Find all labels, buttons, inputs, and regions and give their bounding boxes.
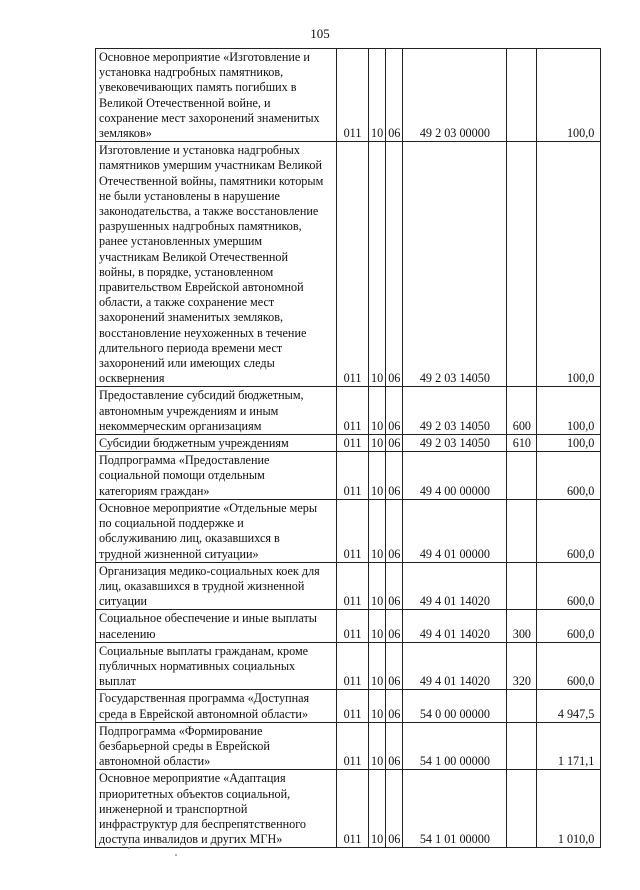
table-row (96, 722, 601, 770)
row-name-text: Организация медико-социальных коек для лиц, оказавшихся в трудной жизненной ситуации (99, 563, 320, 609)
section-code-cell: 10 (369, 690, 386, 722)
section-code-cell: 10 (369, 499, 386, 562)
target-article-cell: 54 1 01 00000 (403, 770, 507, 848)
subsection-code-cell: 06 (386, 435, 403, 452)
ministry-code-cell: 011 (337, 770, 369, 848)
row-name-text: Основное мероприятие «Адаптация приоритетных объектов социальной, инженерной и транспортной инфраструктур для беспрепятственного доступа инвалидов и других МГН» (99, 771, 306, 847)
subsection-code-cell: 06 (386, 690, 403, 722)
ministry-code-cell: 011 (337, 435, 369, 452)
row-name-text: Изготовление и установка надгробных памятников умершим участникам Великой Отечественной войны, памятники которым не были установлены в нарушение законодательства, а также восстановление разрушенных надгробных памятников, ранее установленных умершим участникам Великой Отечественной войны, в порядке, установленном правительством Еврейской автономной области, а также сохранение мест захоронений знаменитых земляков, восстановление неухоженных в течение длительного периода времени мест захоронений или имеющих следы осквернения (99, 143, 324, 386)
row-name-text: Социальные выплаты гражданам, кроме публичных нормативных социальных выплат (99, 643, 309, 689)
subsection-code-cell: 06 (386, 452, 403, 500)
target-article-cell: 54 1 00 00000 (403, 722, 507, 770)
amount-cell: 1 171,1 (537, 722, 601, 770)
budget-table (95, 48, 601, 848)
target-article-cell: 49 4 01 14020 (403, 642, 507, 690)
table-row (96, 142, 601, 387)
row-name-text: Основное мероприятие «Отдельные меры по социальной поддержке и обслуживанию лиц, оказавшихся в трудной жизненной ситуации» (99, 500, 318, 561)
amount-cell: 100,0 (537, 49, 601, 142)
page-number: 105 (310, 26, 330, 41)
row-name-cell (96, 435, 337, 452)
amount-cell: 600,0 (537, 610, 601, 642)
scan-speck (128, 847, 130, 849)
expense-type-cell (507, 452, 537, 500)
expense-type-cell: 320 (507, 642, 537, 690)
ministry-code-cell: 011 (337, 452, 369, 500)
subsection-code-cell: 06 (386, 499, 403, 562)
target-article-cell: 54 0 00 00000 (403, 690, 507, 722)
expense-type-cell (507, 49, 537, 142)
ministry-code-cell: 011 (337, 499, 369, 562)
row-name-text: Государственная программа «Доступная среда в Еврейской автономной области» (99, 691, 310, 721)
table-row (96, 435, 601, 452)
subsection-code-cell: 06 (386, 610, 403, 642)
ministry-code-cell: 011 (337, 387, 369, 435)
amount-cell: 4 947,5 (537, 690, 601, 722)
expense-type-cell (507, 499, 537, 562)
table-row (96, 562, 601, 610)
ministry-code-cell: 011 (337, 49, 369, 142)
row-name-text: Субсидии бюджетным учреждениям (99, 436, 289, 451)
row-name-cell (96, 642, 337, 690)
row-name-cell (96, 387, 337, 435)
row-name-text: Социальное обеспечение и иные выплаты населению (99, 611, 317, 641)
ministry-code-cell: 011 (337, 610, 369, 642)
expense-type-cell: 610 (507, 435, 537, 452)
section-code-cell: 10 (369, 142, 386, 387)
amount-cell: 100,0 (537, 142, 601, 387)
section-code-cell: 10 (369, 452, 386, 500)
row-name-text: Подпрограмма «Формирование безбарьерной среды в Еврейской автономной области» (99, 723, 270, 769)
target-article-cell: 49 2 03 14050 (403, 387, 507, 435)
expense-type-cell (507, 690, 537, 722)
subsection-code-cell: 06 (386, 722, 403, 770)
section-code-cell: 10 (369, 562, 386, 610)
row-name-cell (96, 452, 337, 500)
section-code-cell: 10 (369, 642, 386, 690)
subsection-code-cell: 06 (386, 770, 403, 848)
amount-cell: 100,0 (537, 435, 601, 452)
table-row (96, 642, 601, 690)
subsection-code-cell: 06 (386, 49, 403, 142)
ministry-code-cell: 011 (337, 142, 369, 387)
subsection-code-cell: 06 (386, 142, 403, 387)
target-article-cell: 49 4 00 00000 (403, 452, 507, 500)
ministry-code-cell: 011 (337, 642, 369, 690)
row-name-cell (96, 142, 337, 387)
section-code-cell: 10 (369, 387, 386, 435)
amount-cell: 600,0 (537, 562, 601, 610)
amount-cell: 100,0 (537, 387, 601, 435)
row-name-text: Предоставление субсидий бюджетным, автономным учреждениям и иным некоммерческим организациям (99, 388, 304, 433)
section-code-cell: 10 (369, 49, 386, 142)
target-article-cell: 49 4 01 00000 (403, 499, 507, 562)
table-row (96, 499, 601, 562)
row-name-text: Подпрограмма «Предоставление социальной помощи отдельным категориям граждан» (99, 453, 270, 498)
expense-type-cell (507, 770, 537, 848)
target-article-cell: 49 2 03 14050 (403, 142, 507, 387)
target-article-cell: 49 2 03 00000 (403, 49, 507, 142)
table-row (96, 690, 601, 722)
ministry-code-cell: 011 (337, 690, 369, 722)
section-code-cell: 10 (369, 722, 386, 770)
amount-cell: 600,0 (537, 642, 601, 690)
table-row (96, 387, 601, 435)
table-row (96, 770, 601, 848)
table-row (96, 610, 601, 642)
scan-speck (175, 854, 177, 856)
row-name-cell (96, 770, 337, 848)
row-name-text: Основное мероприятие «Изготовление и установка надгробных памятников, увековечивающих память погибших в Великой Отечественной войне, и сохранение мест захоронений знаменитых земляков» (99, 50, 320, 141)
row-name-cell (96, 722, 337, 770)
section-code-cell: 10 (369, 610, 386, 642)
ministry-code-cell: 011 (337, 562, 369, 610)
expense-type-cell (507, 722, 537, 770)
subsection-code-cell: 06 (386, 562, 403, 610)
row-name-cell (96, 690, 337, 722)
amount-cell: 600,0 (537, 499, 601, 562)
table-row (96, 452, 601, 500)
row-name-cell (96, 499, 337, 562)
amount-cell: 600,0 (537, 452, 601, 500)
row-name-cell (96, 610, 337, 642)
subsection-code-cell: 06 (386, 387, 403, 435)
ministry-code-cell: 011 (337, 722, 369, 770)
expense-type-cell (507, 562, 537, 610)
section-code-cell: 10 (369, 770, 386, 848)
table-row (96, 49, 601, 142)
expense-type-cell: 300 (507, 610, 537, 642)
target-article-cell: 49 2 03 14050 (403, 435, 507, 452)
subsection-code-cell: 06 (386, 642, 403, 690)
target-article-cell: 49 4 01 14020 (403, 610, 507, 642)
expense-type-cell (507, 142, 537, 387)
target-article-cell: 49 4 01 14020 (403, 562, 507, 610)
section-code-cell: 10 (369, 435, 386, 452)
row-name-cell (96, 562, 337, 610)
expense-type-cell: 600 (507, 387, 537, 435)
amount-cell: 1 010,0 (537, 770, 601, 848)
row-name-cell (96, 49, 337, 142)
